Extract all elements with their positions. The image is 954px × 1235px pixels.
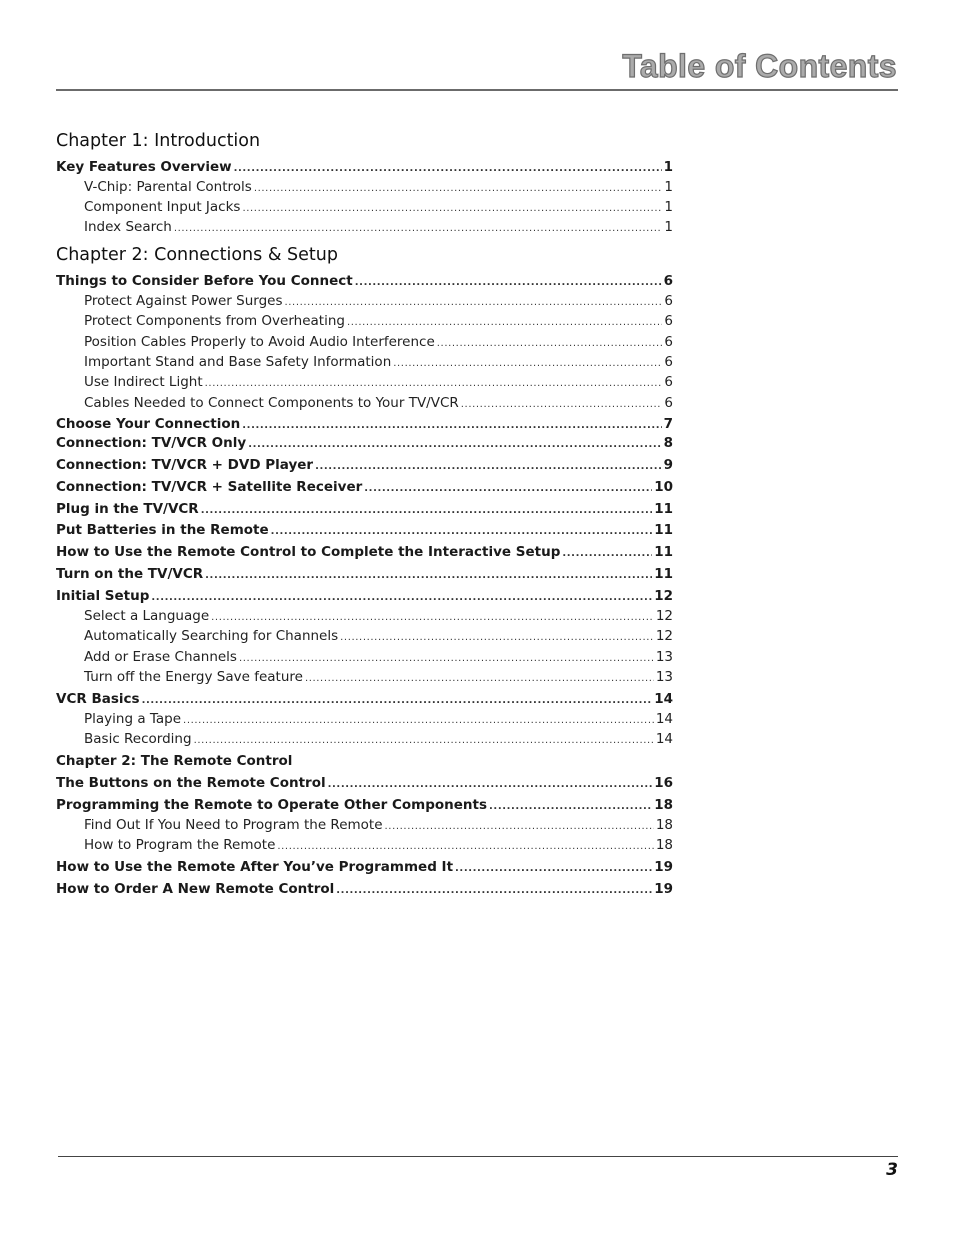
toc-entry-title: Chapter 2: Connections & Setup	[56, 245, 338, 265]
toc-entry-title: How to Program the Remote	[84, 837, 276, 853]
toc-entry-page: 18	[655, 837, 673, 853]
dot-leader	[347, 314, 662, 332]
dot-leader	[385, 818, 654, 836]
toc-section-entry	[56, 415, 673, 435]
toc-section-entry	[56, 521, 673, 541]
toc-entry-title: Protect Against Power Surges	[84, 293, 283, 309]
toc-entry-page: 6	[664, 354, 673, 370]
page-title: Table of Contents	[622, 48, 897, 84]
toc-entry-title: Protect Components from Overheating	[84, 313, 345, 329]
chapter-heading	[56, 130, 673, 152]
toc-subsection-entry	[56, 816, 673, 836]
toc-section-entry	[56, 478, 673, 498]
toc-entry-title: How to Use the Remote Control to Complete the Interactive Setup	[56, 544, 561, 560]
dot-leader	[254, 180, 663, 198]
toc-entry-title: Initial Setup	[56, 588, 150, 604]
toc-section-entry	[56, 796, 673, 816]
toc-entry-title: Add or Erase Channels	[84, 649, 237, 665]
toc-subsection-entry	[56, 627, 673, 647]
toc-entry-title: V-Chip: Parental Controls	[84, 179, 252, 195]
toc-entry-title: The Buttons on the Remote Control	[56, 775, 326, 791]
toc-entry-page: 6	[664, 374, 673, 390]
toc-entry-title: Plug in the TV/VCR	[56, 501, 199, 517]
toc-subsection-entry	[56, 607, 673, 627]
toc-entry-title: Index Search	[84, 219, 172, 235]
dot-leader	[355, 274, 662, 292]
toc-section-entry	[56, 434, 673, 454]
toc-entry-page: 6	[664, 334, 673, 350]
toc-entry-title: Connection: TV/VCR Only	[56, 435, 247, 451]
toc-entry-title: Choose Your Connection	[56, 416, 241, 432]
dot-leader	[455, 860, 652, 878]
toc-entry-title: Use Indirect Light	[84, 374, 203, 390]
toc-entry-page: 14	[655, 731, 673, 747]
toc-entry-page: 14	[654, 691, 673, 707]
toc-entry-page: 6	[664, 293, 673, 309]
dot-leader	[336, 882, 652, 900]
toc-entry-title: Chapter 1: Introduction	[56, 131, 261, 151]
toc-entry-page: 1	[664, 179, 673, 195]
dot-leader	[277, 838, 653, 856]
dot-leader	[142, 692, 653, 710]
dot-leader	[239, 650, 654, 668]
toc-subsection-entry	[56, 312, 673, 332]
toc-entry-page: 9	[663, 457, 673, 473]
toc-entry-page: 1	[664, 199, 673, 215]
toc-subsection-entry	[56, 333, 673, 353]
toc-subsection-entry	[56, 178, 673, 198]
dot-leader	[284, 294, 662, 312]
dot-leader	[183, 712, 654, 730]
dot-leader	[242, 417, 661, 435]
toc-entry-title: Put Batteries in the Remote	[56, 522, 269, 538]
toc-subsection-entry	[56, 394, 673, 414]
toc-subsection-entry	[56, 710, 673, 730]
toc-entry-title: Turn on the TV/VCR	[56, 566, 204, 582]
toc-entry-title: Automatically Searching for Channels	[84, 628, 339, 644]
toc-subsection-entry	[56, 668, 673, 688]
toc-section-entry	[56, 565, 673, 585]
toc-entry-title: Component Input Jacks	[84, 199, 241, 215]
toc-section-entry	[56, 690, 673, 710]
toc-subsection-entry	[56, 730, 673, 750]
toc-entry-title: Important Stand and Base Safety Information	[84, 354, 392, 370]
dot-leader	[242, 200, 662, 218]
dot-leader	[393, 355, 662, 373]
dot-leader	[315, 458, 662, 476]
toc-entry-page: 13	[655, 649, 673, 665]
page-number: 3	[886, 1160, 898, 1180]
toc-entry-title: VCR Basics	[56, 691, 140, 707]
toc-entry-page: 11	[654, 501, 673, 517]
toc-entry-page: 18	[654, 797, 673, 813]
toc-entry-title: Basic Recording	[84, 731, 192, 747]
toc-entry-page: 10	[654, 479, 673, 495]
footer-rule	[58, 1156, 898, 1157]
toc-section-entry	[56, 858, 673, 878]
dot-leader	[205, 375, 663, 393]
toc-entry-title: Turn off the Energy Save feature	[84, 669, 303, 685]
toc-entry-page: 19	[654, 859, 673, 875]
dot-leader	[271, 523, 653, 541]
dot-leader	[328, 776, 653, 794]
toc-entry-title: How to Order A New Remote Control	[56, 881, 335, 897]
toc-entry-title: Key Features Overview	[56, 159, 232, 175]
toc-entry-title: Find Out If You Need to Program the Remote	[84, 817, 383, 833]
chapter-heading	[56, 244, 673, 266]
toc-entry-title: Connection: TV/VCR + DVD Player	[56, 457, 314, 473]
toc-entry-title: Playing a Tape	[84, 711, 182, 727]
dot-leader	[211, 609, 654, 627]
toc-entry-page: 12	[655, 608, 673, 624]
toc-entry-title: Select a Language	[84, 608, 210, 624]
toc-entry-page: 11	[654, 566, 673, 582]
dot-leader	[461, 396, 663, 414]
toc-subsection-entry	[56, 353, 673, 373]
toc-entry-title: Connection: TV/VCR + Satellite Receiver	[56, 479, 363, 495]
toc-section-entry	[56, 752, 673, 770]
header-rule	[56, 89, 898, 91]
toc-entry-page: 12	[655, 628, 673, 644]
toc-subsection-entry	[56, 373, 673, 393]
dot-leader	[437, 335, 663, 353]
toc-entry-page: 12	[654, 588, 673, 604]
toc-entry-page: 7	[663, 416, 673, 432]
toc-section-entry	[56, 774, 673, 794]
toc-entry-page: 6	[663, 273, 673, 289]
toc-subsection-entry	[56, 218, 673, 238]
toc-section-entry	[56, 880, 673, 900]
dot-leader	[340, 629, 654, 647]
toc-entry-page: 6	[664, 313, 673, 329]
dot-leader	[489, 798, 652, 816]
dot-leader	[194, 732, 654, 750]
toc-entry-page: 18	[655, 817, 673, 833]
toc-entry-page: 14	[655, 711, 673, 727]
toc-subsection-entry	[56, 648, 673, 668]
dot-leader	[364, 480, 652, 498]
toc-entry-title: Things to Consider Before You Connect	[56, 273, 353, 289]
toc-entry-page: 1	[663, 159, 673, 175]
toc-entry-page: 8	[663, 435, 673, 451]
toc-entry-page: 6	[664, 395, 673, 411]
toc-section-entry	[56, 500, 673, 520]
toc-subsection-entry	[56, 836, 673, 856]
toc-section-entry	[56, 543, 673, 563]
toc-entry-title: Cables Needed to Connect Components to Your TV/VCR	[84, 395, 459, 411]
toc-entry-page: 11	[654, 522, 673, 538]
toc-section-entry	[56, 272, 673, 292]
toc-entry-title: Programming the Remote to Operate Other Components	[56, 797, 488, 813]
dot-leader	[174, 220, 663, 238]
toc-entry-title: How to Use the Remote After You’ve Programmed It	[56, 859, 454, 875]
toc-entry-title: Position Cables Properly to Avoid Audio Interference	[84, 334, 435, 350]
toc-section-entry	[56, 158, 673, 178]
toc-entry-page: 1	[664, 219, 673, 235]
dot-leader	[248, 436, 661, 454]
dot-leader	[305, 670, 654, 688]
toc-subsection-entry	[56, 198, 673, 218]
toc-entry-page: 19	[654, 881, 673, 897]
toc-entry-page: 13	[655, 669, 673, 685]
toc-section-entry	[56, 456, 673, 476]
dot-leader	[201, 502, 653, 520]
dot-leader	[234, 160, 662, 178]
toc-entry-page: 11	[654, 544, 673, 560]
toc-entry-page: 16	[654, 775, 673, 791]
dot-leader	[205, 567, 652, 585]
dot-leader	[151, 589, 652, 607]
toc-subsection-entry	[56, 292, 673, 312]
toc-entry-title: Chapter 2: The Remote Control	[56, 753, 293, 769]
toc-section-entry	[56, 587, 673, 607]
dot-leader	[562, 545, 652, 563]
